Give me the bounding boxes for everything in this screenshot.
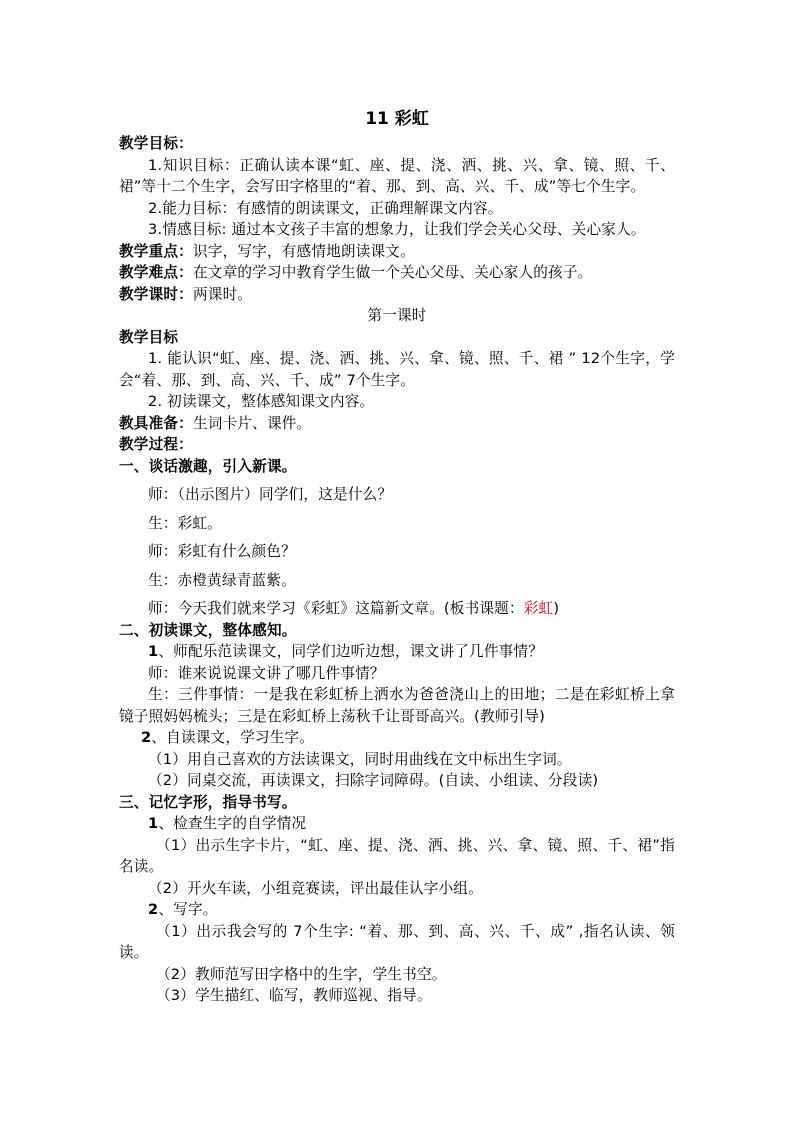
dialog-line-2: 生：彩虹。 <box>148 514 222 532</box>
board-title-red: 彩虹 <box>523 600 554 617</box>
class-hours-label: 教学课时： <box>119 285 193 303</box>
section-3-sub-4: （2）教师范写田字格中的生字，学生书空。 <box>156 965 447 983</box>
document-page <box>119 105 675 1007</box>
section-2-item-1-number: 1 <box>148 643 159 660</box>
goal-emotion: 3.情感目标: 通过本文孩子丰富的想象力，让我们学会关心父母、关心家人。 <box>148 221 646 238</box>
section-2-item-2 <box>119 727 675 749</box>
dialog-line-5-end: ) <box>553 600 560 617</box>
dialog-line-5-text: 师：今天我们就来学习《彩虹》这篇新文章。(板书课题： <box>148 600 524 617</box>
dialog-line-4: 生：赤橙黄绿青蓝紫。 <box>148 571 296 589</box>
section-3-sub-2: （2）开火车读，小组竞赛读，评出最佳认字小组。 <box>148 879 483 897</box>
section-3-sub-1: （1）出示生字卡片，“虹、座、提、浇、洒、挑、兴、拿、镜、照、千、裙”指名读。 <box>119 836 675 875</box>
section-2-item-2-text: 、自读课文，学习生字。 <box>151 729 315 746</box>
document-title: 11 彩虹 <box>365 109 429 129</box>
teaching-aids-label: 教具准备： <box>119 414 193 432</box>
section-3-item-2 <box>119 899 675 921</box>
section-2-heading: 二、初读课文，整体感知。 <box>119 621 297 639</box>
section-1-heading: 一、谈话激趣，引入新课。 <box>119 457 297 475</box>
process-heading: 教学过程： <box>119 436 193 453</box>
lesson-goal-1: 1. 能认识“虹、座、提、浇、洒、挑、兴、拿、镜、照、千、裙 ” 12个生字，学会“着、那、到、高、兴、千、成” 7个生字。 <box>119 350 675 389</box>
teaching-aids-text: 生词卡片、课件。 <box>192 414 312 432</box>
section-3-item-1-number: 1 <box>148 815 159 832</box>
section-2-sub-1: （1）用自己喜欢的方法读课文，同时用曲线在文中标出生字词。 <box>148 750 572 768</box>
class-hours-text: 两课时。 <box>192 285 253 303</box>
dialog-line-1: 师：（出示图片）同学们，这是什么？ <box>148 486 393 503</box>
section-2-teacher-question: 师：谁来说说课文讲了哪几件事情？ <box>148 664 385 682</box>
goals-heading: 教学目标： <box>119 135 193 152</box>
key-points <box>119 241 675 263</box>
difficult-points <box>119 262 675 284</box>
section-3-item-2-number: 2 <box>148 901 159 918</box>
section-2-item-1-text: 、师配乐范读课文，同学们边听边想，课文讲了几件事情？ <box>158 643 543 660</box>
class-hours <box>119 284 675 306</box>
lesson-goals-heading: 教学目标 <box>119 328 179 346</box>
section-2-item-1 <box>119 641 675 663</box>
difficult-points-text: 在文章的学习中教育学生做一个关心父母、关心家人的孩子。 <box>192 264 593 281</box>
difficult-points-label: 教学难点： <box>119 264 193 281</box>
goal-ability: 2.能力目标：有感情的朗读课文，正确理解课文内容。 <box>148 199 503 217</box>
section-3-sub-3: （1）出示我会写的 7个生字: “着、那、到、高、兴、千、成” ,指名认读、领读。 <box>119 922 675 961</box>
lesson-one-heading: 第一课时 <box>367 307 427 324</box>
key-points-label: 教学重点： <box>119 242 193 260</box>
lesson-goal-2: 2. 初读课文，整体感知课文内容。 <box>148 393 375 410</box>
section-3-item-2-text: 、写字。 <box>158 901 218 918</box>
teaching-aids <box>119 413 675 435</box>
section-3-item-1 <box>119 813 675 835</box>
dialog-line-3: 师：彩虹有什么颜色？ <box>148 543 296 560</box>
section-2-sub-2: （2）同桌交流，再读课文，扫除字词障碍。(自读、小组读、分段读) <box>148 772 599 789</box>
section-3-sub-5: （3）学生描红、临写，教师巡视、指导。 <box>156 987 432 1004</box>
section-3-item-1-text: 、检查生字的自学情况 <box>158 815 307 832</box>
section-3-heading: 三、记忆字形，指导书写。 <box>119 793 297 811</box>
goal-knowledge: 1.知识目标：正确认读本课“虹、座、提、浇、洒、挑、兴、拿、镜、照、千、裙”等十二个生字，会写田字格里的“着、那、到、高、兴、千、成”等七个生字。 <box>119 156 675 195</box>
section-2-student-answer: 生：三件事情：一是我在彩虹桥上洒水为爸爸浇山上的田地；二是在彩虹桥上拿镜子照妈妈梳头；三是在彩虹桥上荡秋千让哥哥高兴。(教师引导) <box>119 686 675 725</box>
key-points-text: 识字，写字，有感情地朗读课文。 <box>192 242 415 260</box>
section-2-item-2-number: 2 <box>141 729 152 746</box>
dialog-line-5 <box>119 598 675 620</box>
